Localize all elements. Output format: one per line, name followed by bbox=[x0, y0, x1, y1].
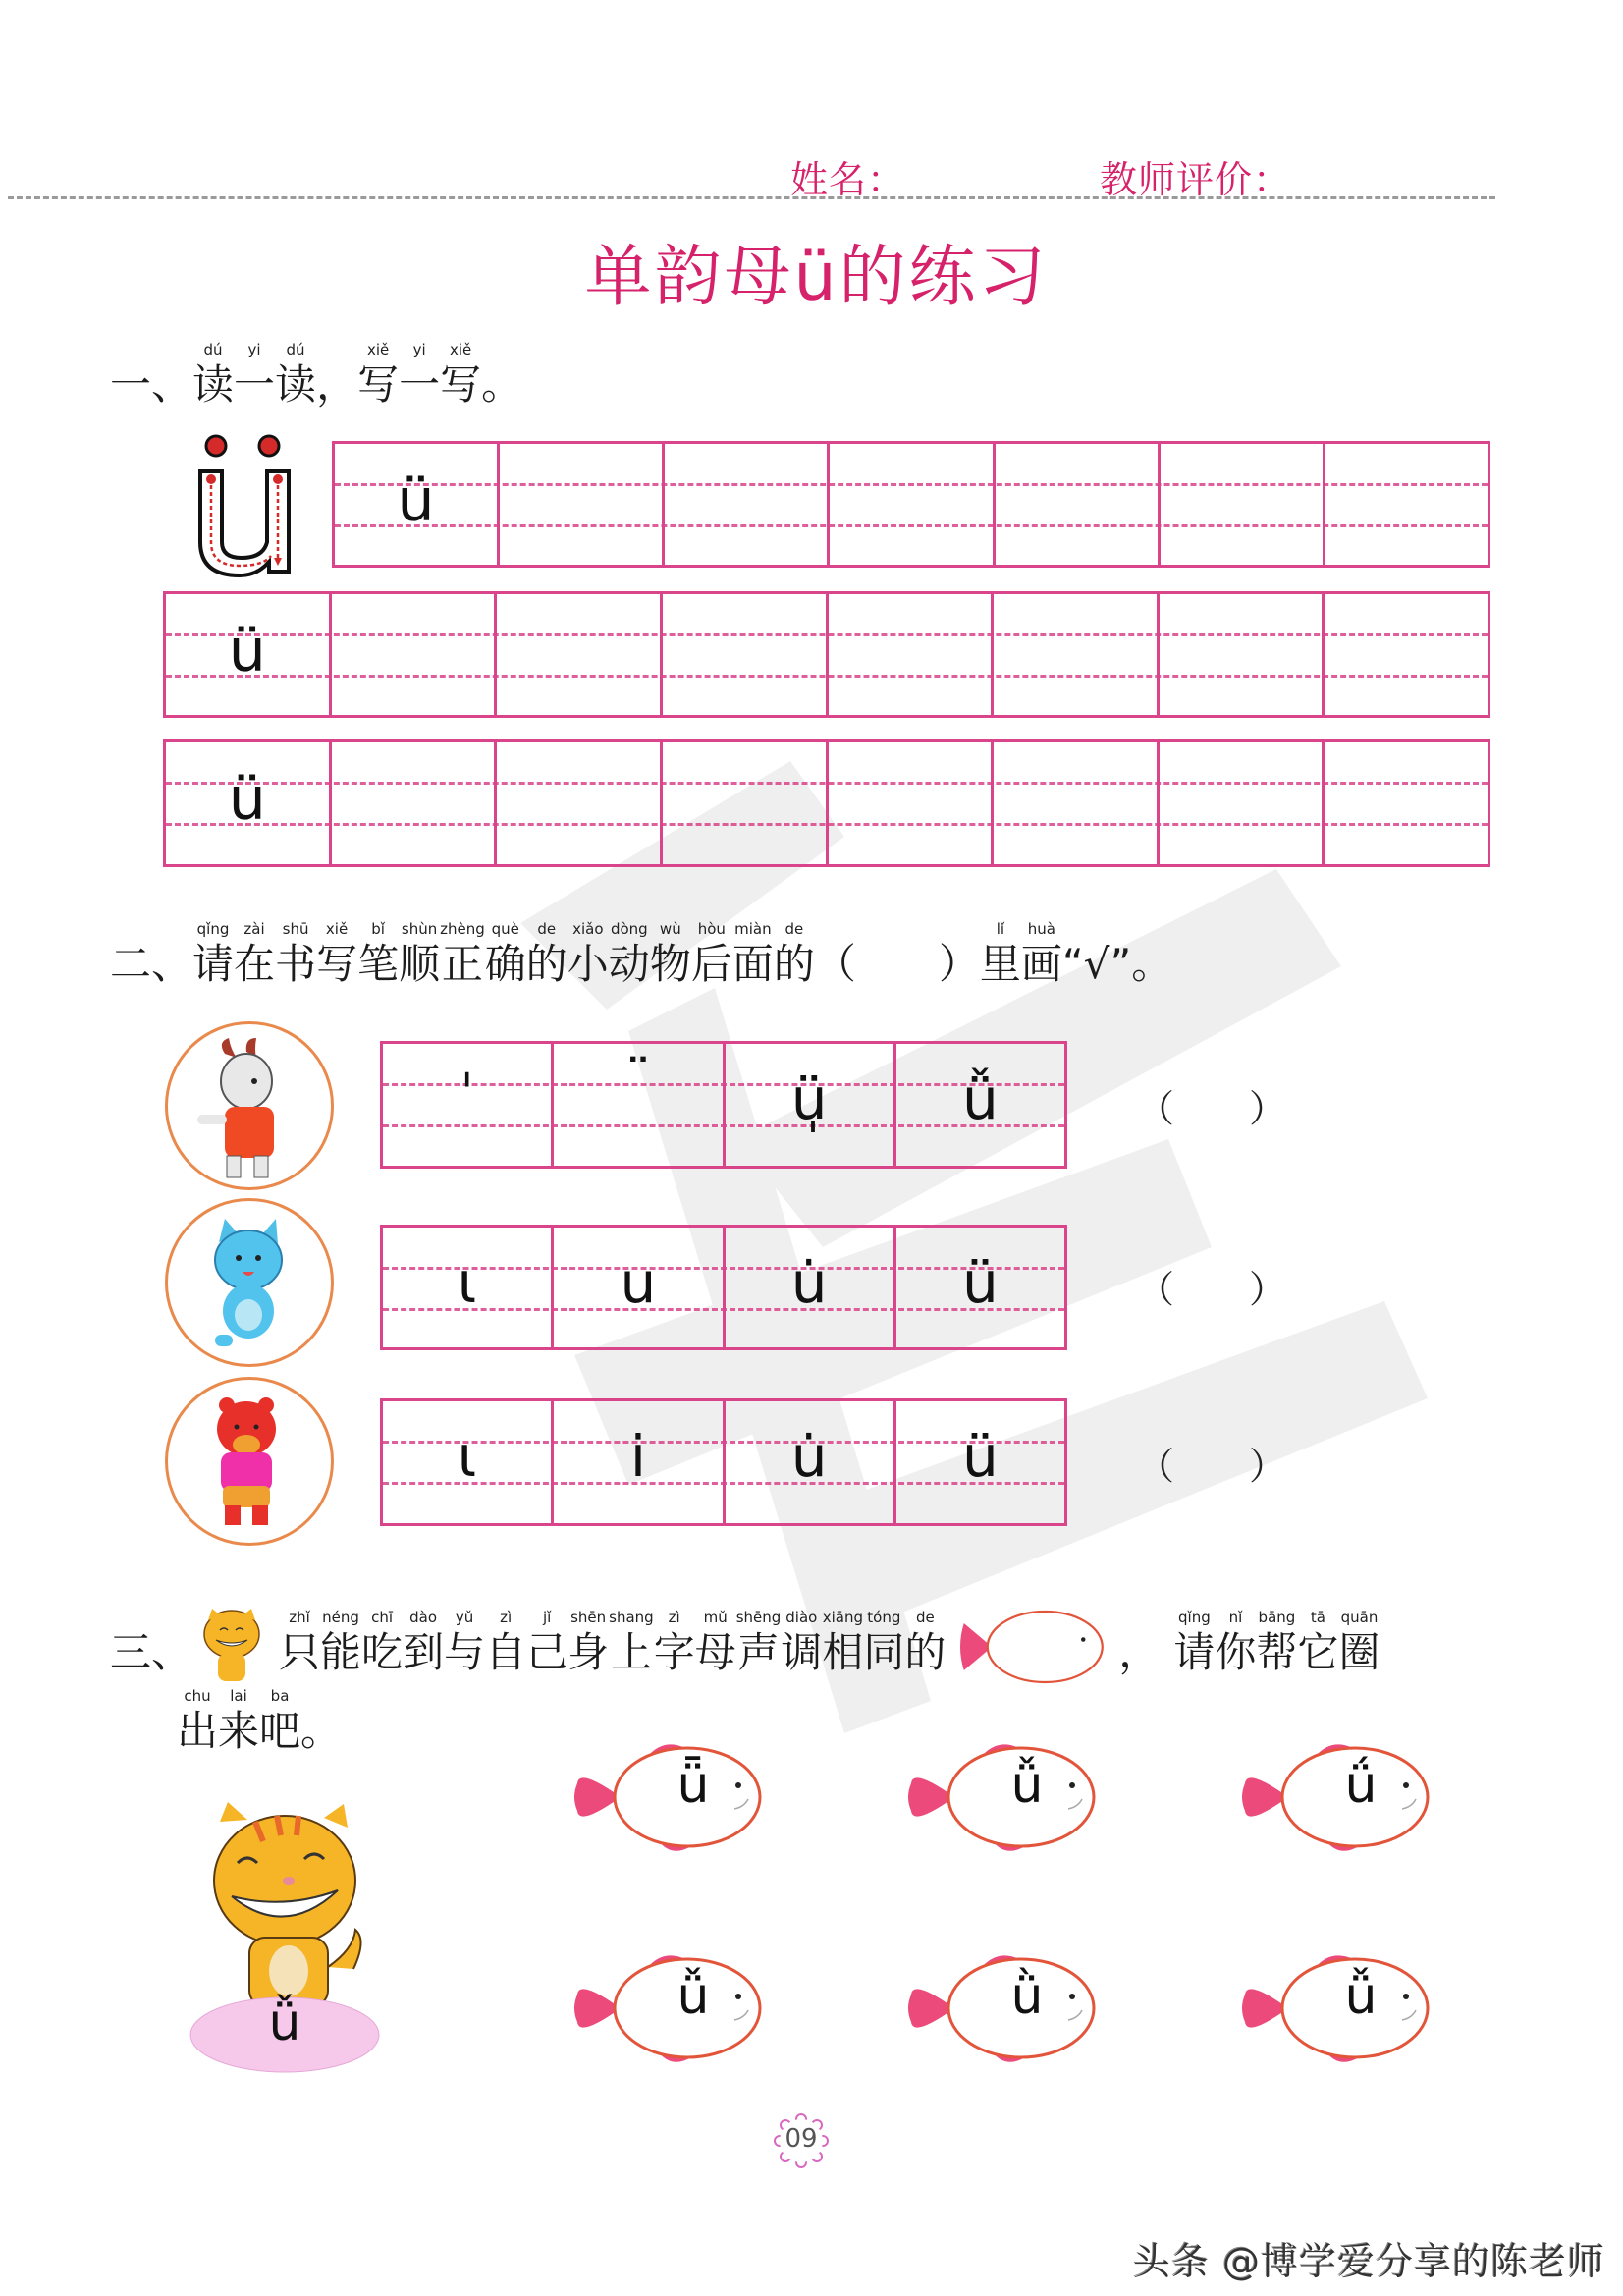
writing-cell[interactable] bbox=[829, 594, 995, 715]
writing-cell[interactable] bbox=[830, 444, 995, 565]
writing-cell[interactable]: ü bbox=[166, 742, 332, 864]
writing-cell[interactable] bbox=[663, 742, 829, 864]
teacher-eval-label: 教师评价： bbox=[1100, 158, 1292, 201]
writing-cell[interactable] bbox=[332, 742, 498, 864]
section2-number: 二、 bbox=[110, 940, 193, 988]
stroke-cell: ¨ bbox=[554, 1044, 725, 1166]
stroke-order-u-umlaut-icon bbox=[192, 432, 300, 579]
writing-cell[interactable] bbox=[1325, 742, 1488, 864]
ruby-word: qǐng 请 bbox=[192, 920, 235, 988]
ruby-word: yi 一 bbox=[399, 341, 441, 409]
ruby-word: （ ） bbox=[814, 940, 980, 988]
stroke-cell: u̇ bbox=[726, 1401, 896, 1523]
ruby-word: huà 画 bbox=[1020, 920, 1062, 988]
name-label: 姓名： bbox=[790, 158, 906, 201]
ruby-word: dòng 动 bbox=[608, 920, 650, 988]
writing-cell[interactable] bbox=[1160, 594, 1325, 715]
ruby-word: hòu 后 bbox=[690, 920, 732, 988]
section1-heading bbox=[110, 339, 522, 410]
stroke-cell: ü bbox=[961, 1249, 999, 1316]
ruby-word: zài 在 bbox=[234, 920, 276, 988]
writing-grid-row-1 bbox=[332, 441, 1490, 568]
credit-watermark: 头条 @博学爱分享的陈老师 bbox=[1132, 2240, 1605, 2283]
ruby-word: de 的 bbox=[773, 920, 815, 988]
stroke-cell: u bbox=[554, 1228, 725, 1347]
blue-cat-icon bbox=[168, 1201, 334, 1367]
writing-cell[interactable] bbox=[829, 742, 995, 864]
page-number: 09 bbox=[784, 2124, 818, 2154]
ruby-word: “√” bbox=[1061, 940, 1132, 988]
ruby-word: xiě 写 bbox=[316, 920, 358, 988]
section1-number: 一、 bbox=[110, 360, 193, 409]
goat-icon bbox=[168, 1024, 334, 1190]
section2-heading bbox=[110, 918, 1172, 989]
stroke-grid-cat bbox=[380, 1225, 1067, 1350]
small-tiger-icon bbox=[192, 1607, 271, 1685]
ruby-word: zhèng 正 bbox=[440, 920, 485, 988]
stroke-cell: ǚ bbox=[961, 1066, 999, 1132]
cat-avatar bbox=[165, 1198, 334, 1367]
writing-cell[interactable] bbox=[1160, 742, 1325, 864]
writing-cell[interactable]: ü bbox=[166, 594, 332, 715]
ruby-word: què 确 bbox=[484, 920, 526, 988]
ruby-word: shùn 顺 bbox=[399, 920, 441, 988]
ruby-word: dú 读 bbox=[192, 341, 235, 409]
writing-cell[interactable] bbox=[665, 444, 830, 565]
ruby-word: lǐ 里 bbox=[979, 920, 1021, 988]
page-title: 单韵母ü的练习 bbox=[584, 239, 1049, 316]
bear-icon bbox=[168, 1380, 334, 1546]
ruby-word: xiě 写 bbox=[357, 341, 400, 409]
writing-cell[interactable] bbox=[500, 444, 665, 565]
stroke-cell: i bbox=[554, 1401, 725, 1523]
stroke-cell: ɩ bbox=[383, 1228, 554, 1347]
ruby-word: miàn 面 bbox=[731, 920, 774, 988]
writing-grid-row-3 bbox=[163, 739, 1490, 867]
stroke-cell: ü̩ bbox=[726, 1044, 896, 1166]
ruby-word: dú 读 bbox=[275, 341, 317, 409]
ruby-word: bǐ 笔 bbox=[357, 920, 400, 988]
writing-cell[interactable] bbox=[497, 742, 663, 864]
stroke-grid-goat bbox=[380, 1041, 1067, 1169]
fish-option-2[interactable]: ǚ bbox=[903, 1738, 1109, 1856]
fish-option-5[interactable]: ǜ bbox=[903, 1949, 1109, 2067]
writing-grid-row-2 bbox=[163, 591, 1490, 718]
fish-option-1[interactable]: ǖ bbox=[569, 1738, 776, 1856]
ruby-word: de 的 bbox=[525, 920, 568, 988]
writing-cell[interactable] bbox=[1325, 594, 1488, 715]
writing-cell[interactable]: ü bbox=[335, 444, 500, 565]
writing-cell[interactable] bbox=[332, 594, 498, 715]
fish-outline-icon bbox=[955, 1603, 1112, 1691]
page-number-badge bbox=[772, 2111, 831, 2170]
writing-cell[interactable] bbox=[663, 594, 829, 715]
fish-option-3[interactable]: ǘ bbox=[1237, 1738, 1443, 1856]
stroke-grid-bear bbox=[380, 1398, 1067, 1526]
ruby-word: xiě 写 bbox=[440, 341, 482, 409]
answer-paren-bear[interactable]: （ ） bbox=[1137, 1445, 1287, 1488]
ruby-word: xiǎo 小 bbox=[567, 920, 609, 988]
writing-cell[interactable] bbox=[994, 742, 1160, 864]
section3-heading-line2: chu 出 lai 来 ba 吧 。 bbox=[177, 1687, 343, 1755]
writing-cell[interactable] bbox=[994, 594, 1160, 715]
goat-avatar bbox=[165, 1021, 334, 1190]
ruby-word: 。 bbox=[1131, 940, 1173, 988]
ruby-word: shū 书 bbox=[275, 920, 317, 988]
writing-cell[interactable] bbox=[996, 444, 1161, 565]
header-divider bbox=[8, 196, 1495, 199]
stroke-cell: ɩ bbox=[383, 1401, 554, 1523]
section3-heading: 三、 zhǐ 只 néng 能 chī 吃 dào 到 yǔ 与 zì 自 jǐ 己 shēn 身 shang 上 zì 字 mǔ 母 shēng 声 diào 调 xiāng 相 tóng 同 de 的 ， qǐng 请 nǐ 你 bāng 帮 tā 它 quān 圈 bbox=[110, 1603, 1380, 1677]
ruby-word: yi 一 bbox=[234, 341, 276, 409]
writing-cell[interactable] bbox=[497, 594, 663, 715]
writing-cell[interactable] bbox=[1161, 444, 1325, 565]
cat-letter: ǚ bbox=[268, 1994, 301, 2052]
ruby-word: 。 bbox=[481, 360, 523, 409]
stroke-cell: ˈ bbox=[383, 1044, 554, 1166]
fish-option-6[interactable]: ǚ bbox=[1237, 1949, 1443, 2067]
stroke-cell: ü bbox=[961, 1423, 999, 1490]
fish-option-4[interactable]: ǚ bbox=[569, 1949, 776, 2067]
section3-number: 三、 bbox=[110, 1628, 193, 1676]
ruby-word: wù 物 bbox=[649, 920, 691, 988]
ruby-word: ， bbox=[316, 360, 358, 409]
answer-paren-cat[interactable]: （ ） bbox=[1137, 1268, 1287, 1311]
answer-paren-goat[interactable]: （ ） bbox=[1137, 1087, 1287, 1130]
writing-cell[interactable] bbox=[1325, 444, 1488, 565]
bear-avatar bbox=[165, 1377, 334, 1546]
stroke-cell: u̇ bbox=[726, 1228, 896, 1347]
